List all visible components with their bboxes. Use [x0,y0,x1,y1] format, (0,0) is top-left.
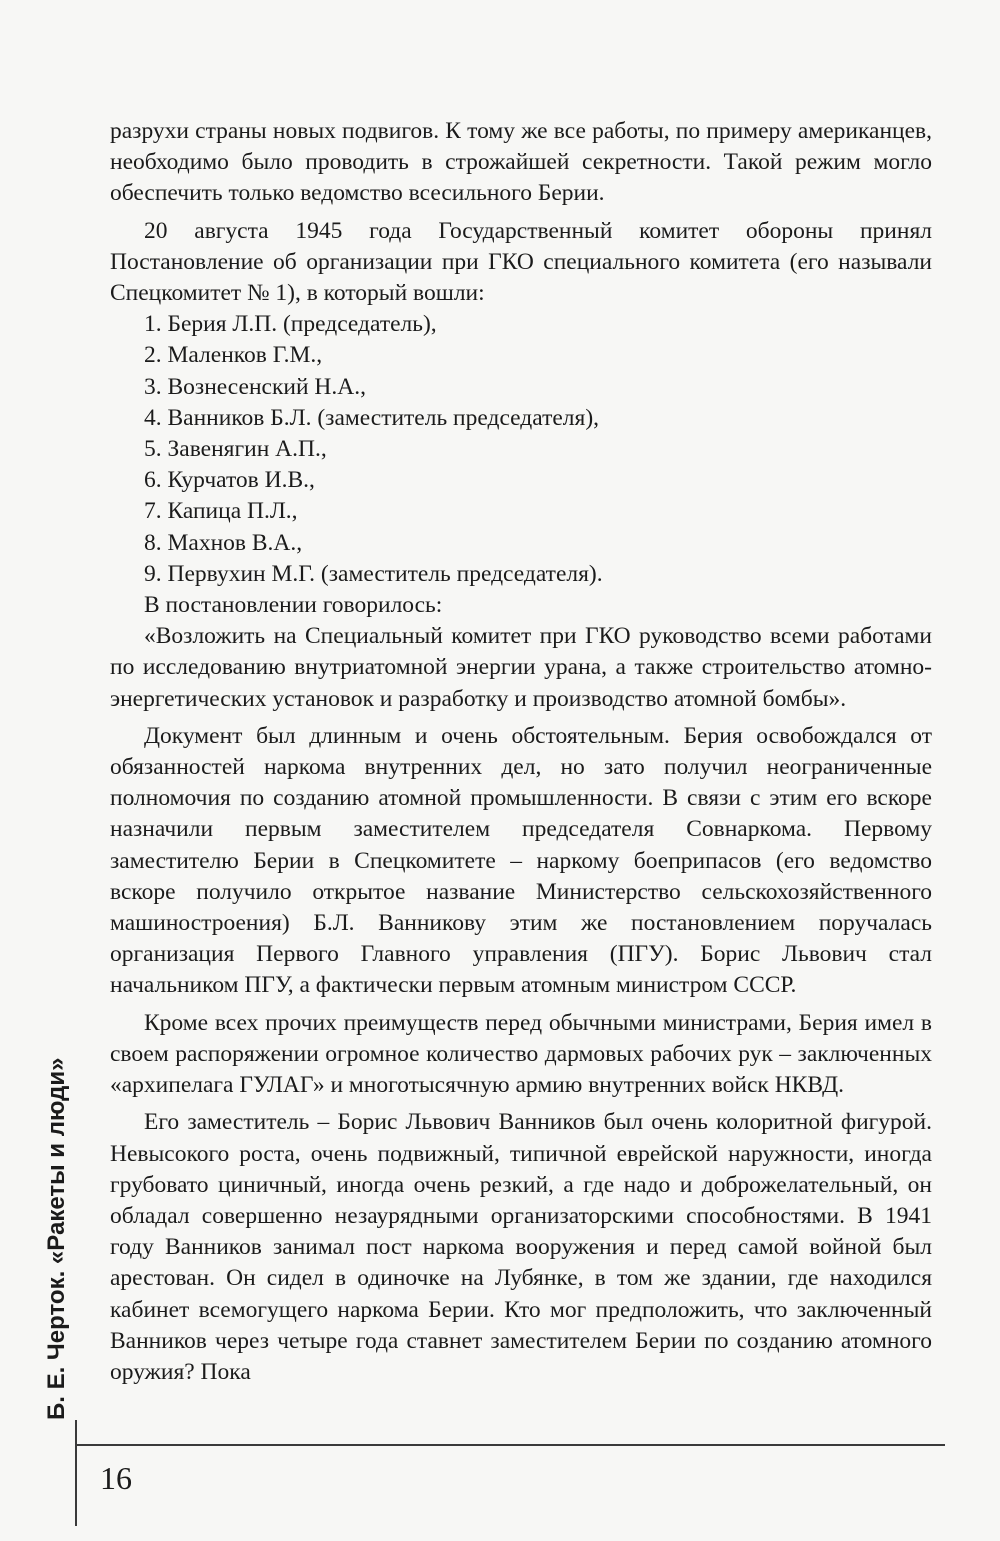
page-number: 16 [100,1460,132,1496]
committee-members-list [110,309,932,590]
list-item: 7. Капица П.Л., [144,498,298,525]
footer-divider [75,1444,945,1446]
list-item: 4. Ванников Б.Л. (заместитель председателя), [144,404,600,431]
side-divider [75,1420,77,1526]
list-item: 1. Берия Л.П. (председатель), [144,311,437,338]
paragraph-committee-decree: 20 августа 1945 года Государственный комитет обороны принял Постановление об организации при ГКО специального комитета (его называли Спецкомитет № 1), в который вошли: [110,217,932,307]
list-item: 2. Маленков Г.М., [144,342,323,369]
list-item: 6. Курчатов И.В., [144,467,315,494]
running-head-side-title: Б. Е. Черток. «Ракеты и люди» [43,1057,70,1420]
paragraph-privileges: Кроме всех прочих преимуществ перед обычными министрами, Берия имел в своем распоряжении огромное количество дармовых рабочих рук – заключенных «архипелага ГУЛАГ» и многотысячную армию внутренних войск НКВД. [110,1009,932,1099]
list-item: 9. Первухин М.Г. (заместитель председателя). [144,560,603,587]
body-text [110,116,932,1388]
paragraph-decree-quote: «Возложить на Специальный комитет при ГКО руководство всеми работами по исследованию внутриатомной энергии урана, а также строительство атомно-энергетических установок и разработку и производство атомной бомбы». [110,623,932,712]
list-item: 8. Махнов В.А., [144,529,303,556]
list-item: 5. Завенягин А.П., [144,436,327,463]
paragraph-document: Документ был длинным и очень обстоятельным. Берия освобождался от обязанностей наркома внутренних дел, но зато получил неограниченные полномочия по созданию атомной промышленности. В связи с этим его вскоре назначили первым заместителем председателя Совнаркома. Первому заместителю Берии в Спецкомитете – наркому боеприпасов (его ведомство вскоре получило открытое название Министерство сельскохозяйственного машиностроения) Б.Л. Ванникову этим же постановлением поручалась организация Первого Главного управления (ПГУ). Борис Львович стал начальником ПГУ, а фактически первым атомным министром СССР. [110,722,932,999]
list-item: 3. Вознесенский Н.А., [144,373,366,400]
paragraph-decree-intro: В постановлении говорилось: [144,592,443,619]
paragraph-continuation: разрухи страны новых подвигов. К тому же все работы, по примеру американцев, необходимо было проводить в строжайшей секретности. Такой режим могло обеспечить только ведомство всесильного Берии. [110,118,932,207]
paragraph-vannikov: Его заместитель – Борис Львович Ванников был очень колоритной фигурой. Невысокого роста, очень подвижный, типичной еврейской наружности, иногда грубовато циничный, иногда очень резкий, а где надо и доброжелательный, он обладал совершенно незаурядными организаторскими способностями. В 1941 году Ванников занимал пост наркома вооружения и перед самой войной был арестован. Он сидел в одиночке на Лубянке, в том же здании, где находился кабинет всемогущего наркома Берии. Кто мог предположить, что заключенный Ванников через четыре года ставнет заместителем Берии по созданию атомного оружия? Пока [110,1109,932,1385]
